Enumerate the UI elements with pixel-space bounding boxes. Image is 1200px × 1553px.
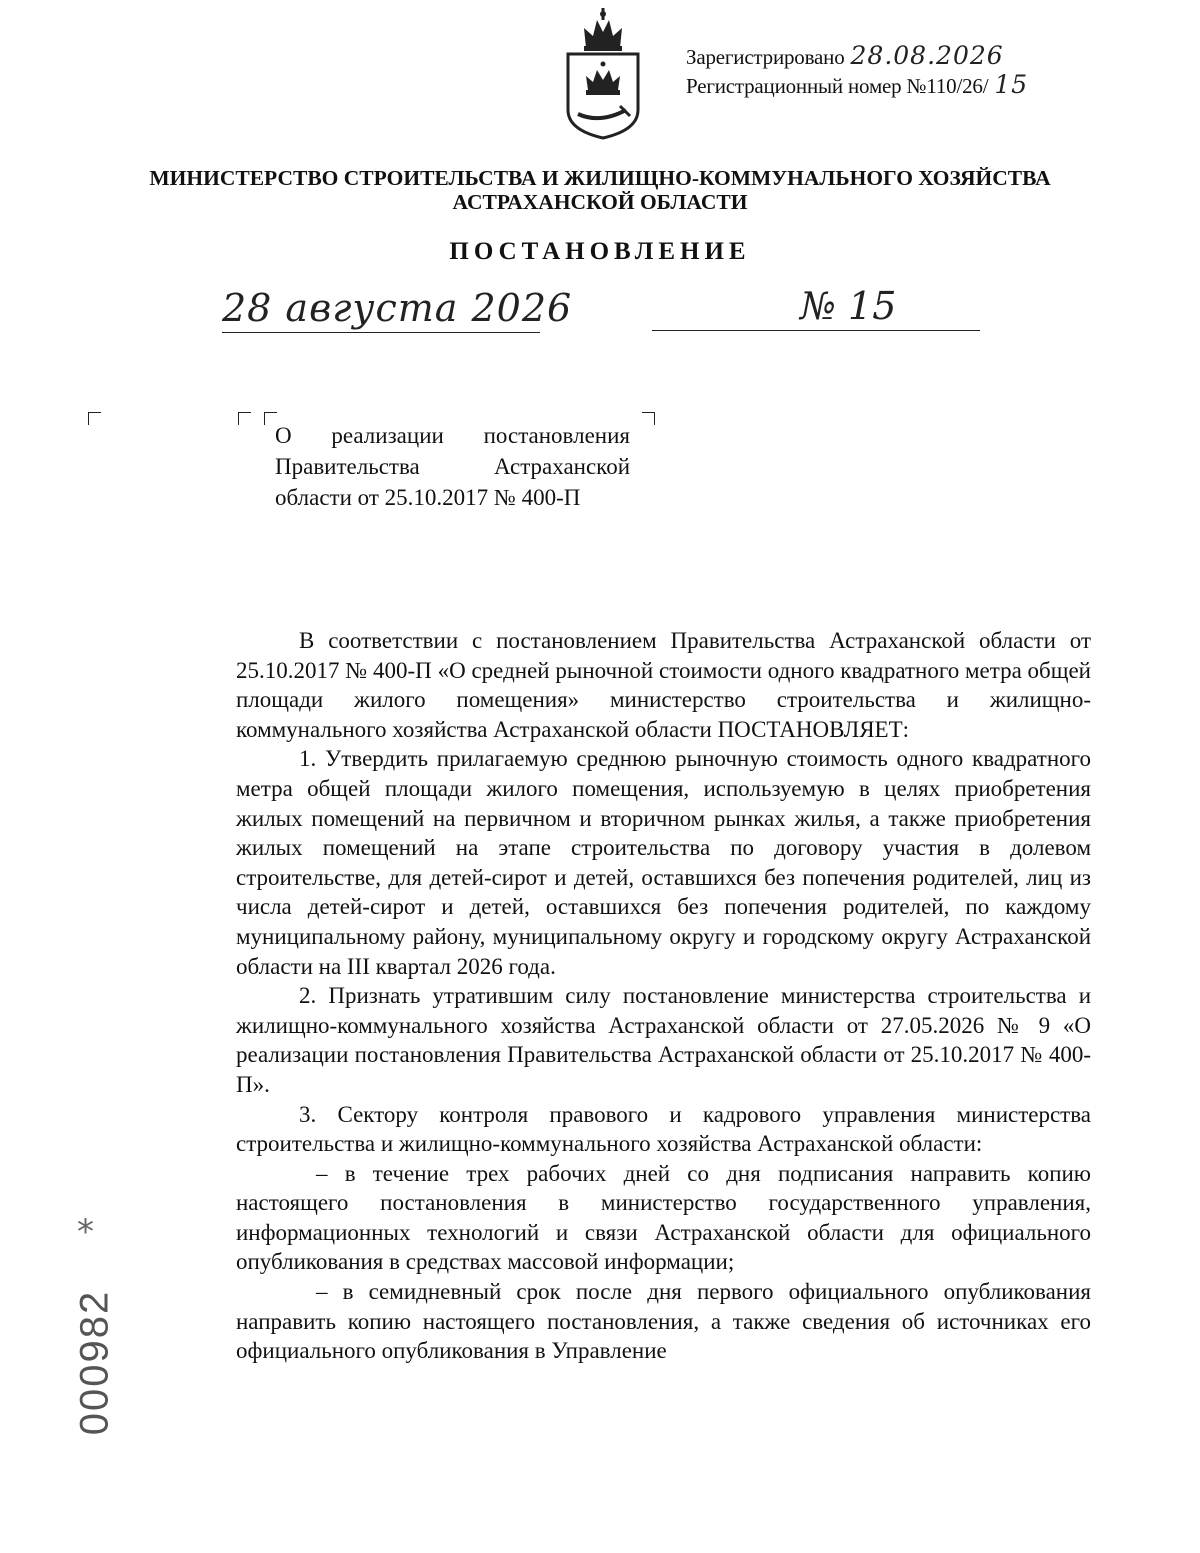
- subject-corner-mark-right: [642, 412, 655, 425]
- coat-of-arms-emblem: [562, 6, 644, 140]
- subject-line-3: области от 25.10.2017 № 400-П: [275, 485, 581, 510]
- clause-3-item-2: – в семидневный срок после дня первого официального опубликования направить копию настоящего постановления, а также сведения об источниках его официального опубликования в Управление: [236, 1279, 1091, 1364]
- margin-corner-mark: [88, 412, 101, 425]
- preamble-paragraph: В соответствии с постановлением Правительства Астраханской области от 25.10.2017 № 400-П «О средней рыночной стоимости одного квадратного метра общей площади жилого помещения» министерство строительства и жилищно-коммунального хозяйства Астраханской области ПОСТАНОВЛЯЕТ:: [236, 628, 1091, 742]
- side-stamp-mark: *: [77, 1212, 94, 1252]
- clause-2-paragraph: 2. Признать утратившим силу постановление министерства строительства и жилищно-коммунального хозяйства Астраханской области от 27.05.2026 № 9 «О реализации постановления Правительства Астраханской области от 25.10.2017 № 400-П».: [236, 983, 1091, 1097]
- registration-date-line: [686, 42, 1028, 71]
- subject-corner-mark-left: [238, 412, 251, 425]
- clause-1-paragraph: 1. Утвердить прилагаемую среднюю рыночную стоимость одного квадратного метра общей площади жилого помещения, используемую в целях приобретения жилых помещений на первичном и вторичном рынках жилья, а также приобретения жилых помещений на этапе строительства по договору участия в долевом строительстве, для детей-сирот и детей, оставшихся без попечения родителей, лиц из числа детей-сирот и детей, оставшихся без попечения родителей, по каждому муниципальному району, муниципальному округу и городскому округу Астраханской области на III квартал 2026 года.: [236, 746, 1091, 979]
- ministry-name: [120, 166, 1080, 214]
- registration-number-line: [686, 71, 1028, 100]
- clause-3-paragraph: 3. Сектору контроля правового и кадрового управления министерства строительства и жилищно-коммунального хозяйства Астраханской области:: [236, 1101, 1091, 1157]
- document-body: [236, 626, 1091, 1366]
- subject-line-1: О реализации постановления: [275, 423, 630, 448]
- ministry-name-line-2: АСТРАХАНСКОЙ ОБЛАСТИ: [452, 190, 748, 214]
- handwritten-registration-number: 15: [994, 70, 1029, 99]
- ministry-name-line-1: МИНИСТЕРСТВО СТРОИТЕЛЬСТВА И ЖИЛИЩНО-КОММУНАЛЬНОГО ХОЗЯЙСТВА: [149, 166, 1051, 190]
- clause-3-item-1: – в течение трех рабочих дней со дня подписания направить копию настоящего постановления в министерство государственного управления, информационных технологий и связи Астраханской области для официального опубликования в средствах массовой информации;: [236, 1160, 1091, 1275]
- registered-label: Зарегистрировано: [686, 45, 845, 69]
- handwritten-document-number: № 15: [800, 284, 897, 328]
- document-subject: [275, 420, 630, 513]
- document-type-heading: ПОСТАНОВЛЕНИЕ: [449, 238, 751, 265]
- registration-block: [686, 42, 1028, 100]
- number-underline: [652, 330, 980, 331]
- registration-number-label: Регистрационный номер №110/26/: [686, 74, 989, 98]
- handwritten-registration-date: 28.08.2026: [850, 41, 1004, 70]
- handwritten-document-date: 28 августа 2026: [222, 286, 573, 330]
- date-underline: [222, 332, 540, 333]
- subject-line-2: Правительства Астраханской: [275, 454, 630, 479]
- side-stamp-number: 000982: [72, 1289, 117, 1436]
